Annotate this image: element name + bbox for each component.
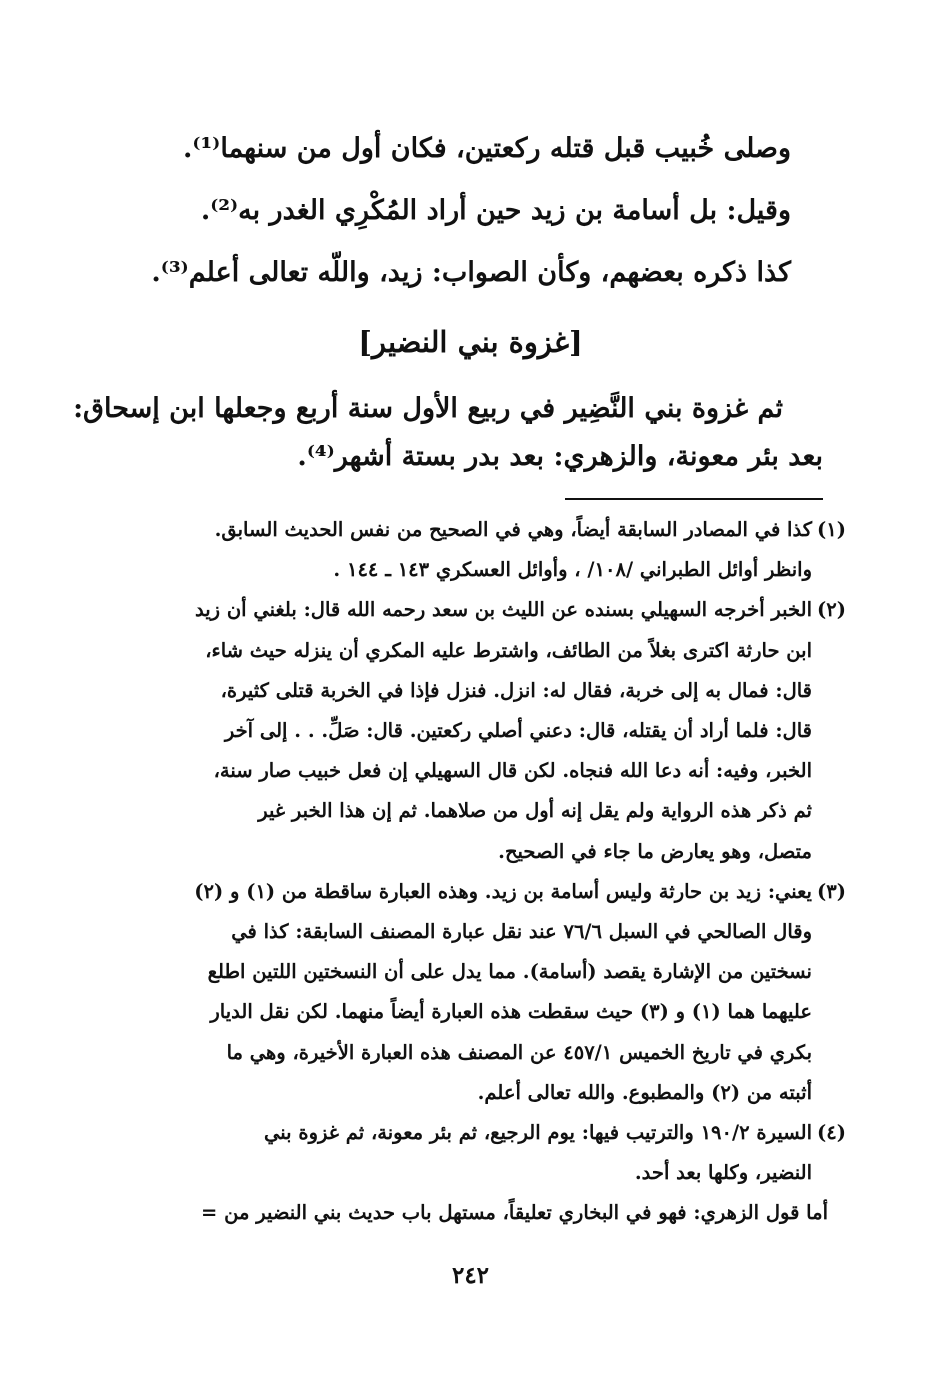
footnote-line: بكري في تاريخ الخميس ٤٥٧/١ عن المصنف هذه العبارة الأخيرة، وهي ما <box>226 1040 812 1064</box>
footnote-continuation: أما قول الزهري: فهو في البخاري تعليقاً، مستهل باب حديث بني النضير من = <box>201 1201 828 1225</box>
section-paragraph <box>73 385 823 481</box>
paragraph-line-1: ثم غزوة بني النَّضِير في ربيع الأول سنة أربع وجعلها ابن إسحاق: <box>73 393 783 424</box>
footnote-line: السيرة ١٩٠/٢ والترتيب فيها: يوم الرجيع، ثم بئر معونة، ثم غزوة بني <box>264 1121 812 1145</box>
footnote-line: كذا في المصادر السابقة أيضاً، وهي في الصحيح من نفس الحديث السابق. <box>214 518 812 541</box>
footnote-line: نسختين من الإشارة يقصد (أسامة). مما يدل على أن النسختين اللتين اطلع <box>207 960 812 984</box>
footnote-number: (٤) <box>817 1121 846 1145</box>
page-number: ٢٤٢ <box>451 1262 490 1289</box>
footnote-line: يعني: زيد بن حارثة وليس أسامة بن زيد. وهذه العبارة ساقطة من (١) و (٢) <box>194 879 812 903</box>
main-line-2: وقيل: بل أسامة بن زيد حين أراد المُكْرِي الغدر به⁽²⁾. <box>200 195 791 226</box>
footnote-separator <box>565 498 823 500</box>
footnote-line: متصل، وهو يعارض ما جاء في الصحيح. <box>498 839 812 863</box>
footnote-line: وانظر أوائل الطبراني /١٠٨/ ، وأوائل العسكري ١٤٣ ـ ١٤٤ . <box>333 558 812 582</box>
section-heading: [غزوة بني النضير] <box>358 325 583 359</box>
footnote-line: النضير، وكلها بعد أحد. <box>634 1161 812 1185</box>
footnote-line: ابن حارثة اكترى بغلاً من الطائف، واشترط عليه المكري أن ينزله حيث شاء، <box>205 638 812 662</box>
footnote-line: قال: فلما أراد أن يقتله، قال: دعني أصلي ركعتين. قال: صَلِّ. . . إلى آخر <box>224 719 812 743</box>
footnote-line: وقال الصالحي في السبل ٧٦/٦ عند نقل عبارة المصنف السابقة: كذا في <box>231 920 812 944</box>
footnote-number: (٣) <box>817 879 846 903</box>
footnote-line: قال: فمال به إلى خربة، فقال له: انزل. فنزل فإذا في الخربة قتلى كثيرة، <box>220 678 812 702</box>
footnote-line: أثبته من (٢) والمطبوع. والله تعالى أعلم. <box>477 1080 812 1104</box>
footnote-line: الخبر أخرجه السهيلي بسنده عن الليث بن سعد رحمه الله قال: بلغني أن زيد <box>194 598 812 622</box>
main-text <box>95 118 791 304</box>
footnote-3 <box>100 872 846 1113</box>
footnote-1 <box>100 510 846 590</box>
footnote-number: (١) <box>817 518 846 541</box>
footnotes <box>100 510 846 1234</box>
footnote-line: عليهما هما (١) و (٣) حيث سقطت هذه العبارة أيضاً منهما. لكن نقل الديار <box>210 1000 812 1024</box>
main-line-1: وصلى خُبيب قبل قتله ركعتين، فكان أول من سنهما⁽¹⁾. <box>183 133 791 164</box>
paragraph-line-2: بعد بئر معونة، والزهري: بعد بدر بستة أشهر⁽⁴⁾. <box>297 441 823 472</box>
footnote-line: الخبر، وفيه: أنه دعا الله فنجاه. لكن قال السهيلي إن فعل خبيب صار سنة، <box>213 759 812 783</box>
footnote-2 <box>100 590 846 871</box>
footnote-line: ثم ذكر هذه الرواية ولم يقل إنه أول من صلاهما. ثم إن هذا الخبر غير <box>258 799 812 823</box>
footnote-number: (٢) <box>817 598 846 622</box>
main-line-3: كذا ذكره بعضهم، وكأن الصواب: زيد، واللّه تعالى أعلم⁽³⁾. <box>151 257 791 288</box>
footnote-4 <box>100 1113 846 1193</box>
